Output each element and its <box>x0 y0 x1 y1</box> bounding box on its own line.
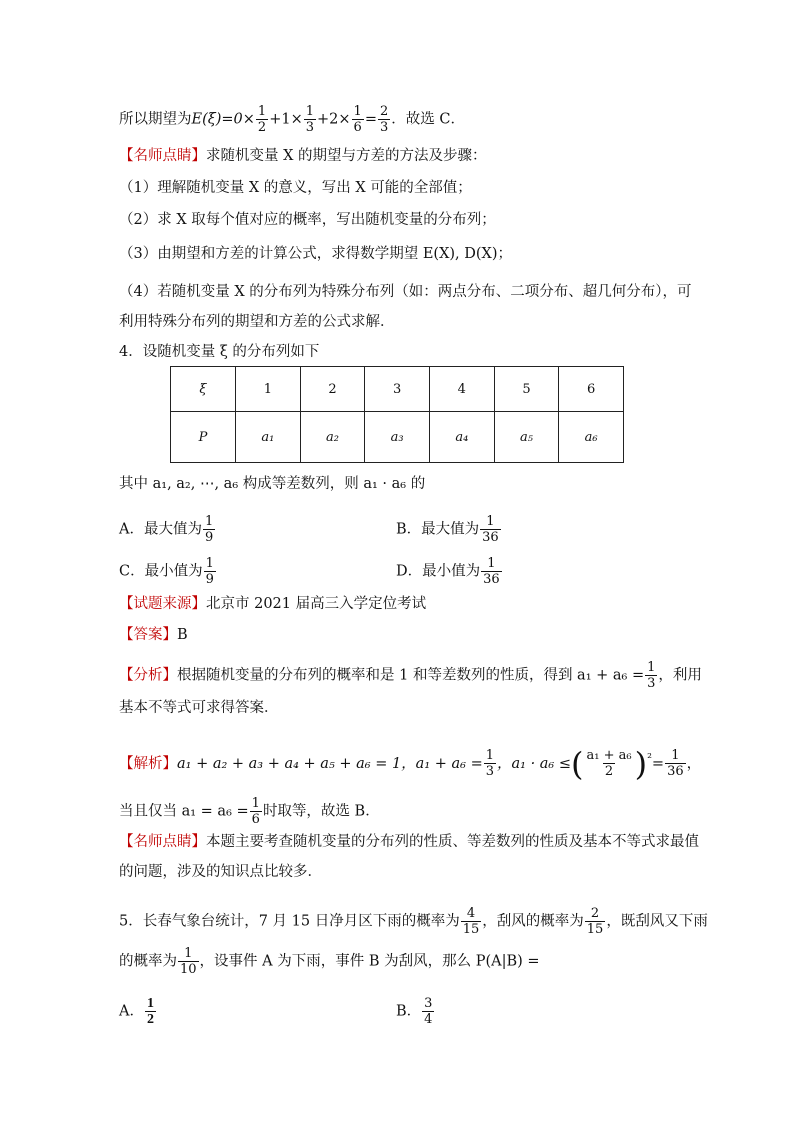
step-4: （4）若随机变量 X 的分布列为特殊分布列（如：两点分布、二项分布、超几何分布），可 <box>119 284 692 300</box>
distribution-table <box>170 366 624 463</box>
tip-method: 【名师点睛】求随机变量 X 的期望与方差的方法及步骤： <box>119 148 487 164</box>
step-4-cont: 利用特殊分布列的期望和方差的公式求解． <box>119 314 395 330</box>
tip-summary-2: 的问题，涉及的知识点比较多． <box>119 864 322 880</box>
fraction: $\frac{2}{3}$ <box>379 104 389 135</box>
q5-option-a: A． $\frac{1}{2}$ <box>119 996 154 1027</box>
expectation-line: 所以期望为E(ξ)=0× $\frac{1}{2}$ +1× $\frac{1}{3}$ +2× $\frac{1}{6}$ = $\frac{2}{3}$ ．故选 C． <box>119 104 465 135</box>
option-a: A．最大值为 $\frac{1}{9}$ <box>119 514 214 545</box>
question-source: 【试题来源】北京市 2021 届高三入学定位考试 <box>119 596 427 612</box>
question-5-line-2: 的概率为 $\frac{1}{10}$ ，设事件 A 为下雨，事件 B 为刮风，那么 P(A|B) = <box>119 946 540 977</box>
tip-tag: 【名师点睛】 <box>119 148 206 164</box>
option-d: D．最小值为 $\frac{1}{36}$ <box>396 556 500 587</box>
question-4-condition: 其中 a₁, a₂, ⋯, a₆ 构成等差数列，则 a₁ · a₆ 的 <box>119 476 426 492</box>
step-1: （1）理解随机变量 X 的意义，写出 X 可能的全部值； <box>119 180 472 196</box>
fraction: $\frac{1}{2}$ <box>257 104 267 135</box>
question-5-line-1: 5．长春气象台统计，7 月 15 日净月区下雨的概率为 $\frac{4}{15}$ ，刮风的概率为 $\frac{2}{15}$ ，既刮风又下雨 <box>119 906 708 937</box>
q5-option-b: B． $\frac{3}{4}$ <box>396 996 433 1027</box>
question-4-stem: 4．设随机变量 ξ 的分布列如下 <box>119 344 320 360</box>
fraction: $\frac{1}{3}$ <box>305 104 315 135</box>
option-c: C．最小值为 $\frac{1}{9}$ <box>119 556 214 587</box>
tip-summary-1: 【名师点睛】本题主要考查随机变量的分布列的性质、等差数列的性质及基本不等式求最值 <box>119 834 699 850</box>
solution-line: 【解析】a₁ + a₂ + a₃ + a₄ + a₅ + a₆ = 1，a₁ + a₆ = $\frac{1}{3}$ ，a₁ · a₆ ≤( $\frac{\text{a₁ + a₆}}{2}$ )$^{^2}$= $\frac{1}{36}$ ， <box>119 744 702 783</box>
step-3: （3）由期望和方差的计算公式，求得数学期望 E(X), D(X)； <box>119 246 513 262</box>
table-row: P a₁ a₂ a₃ a₄ a₅ a₆ <box>171 412 624 463</box>
analysis-line-1: 【分析】根据随机变量的分布列的概率和是 1 和等差数列的性质，得到 a₁ + a₆ = $\frac{1}{3}$ ，利用 <box>119 660 702 691</box>
table-row: ξ 1 2 3 4 5 6 <box>171 367 624 412</box>
question-answer: 【答案】B <box>119 627 188 643</box>
equality-line: 当且仅当 a₁ = a₆ = $\frac{1}{6}$ 时取等，故选 B． <box>119 796 380 827</box>
step-2: （2）求 X 取每个值对应的概率，写出随机变量的分布列； <box>119 212 496 228</box>
option-b: B．最大值为 $\frac{1}{36}$ <box>396 514 499 545</box>
fraction: $\frac{1}{6}$ <box>353 104 362 135</box>
analysis-line-2: 基本不等式可求得答案． <box>119 700 279 716</box>
